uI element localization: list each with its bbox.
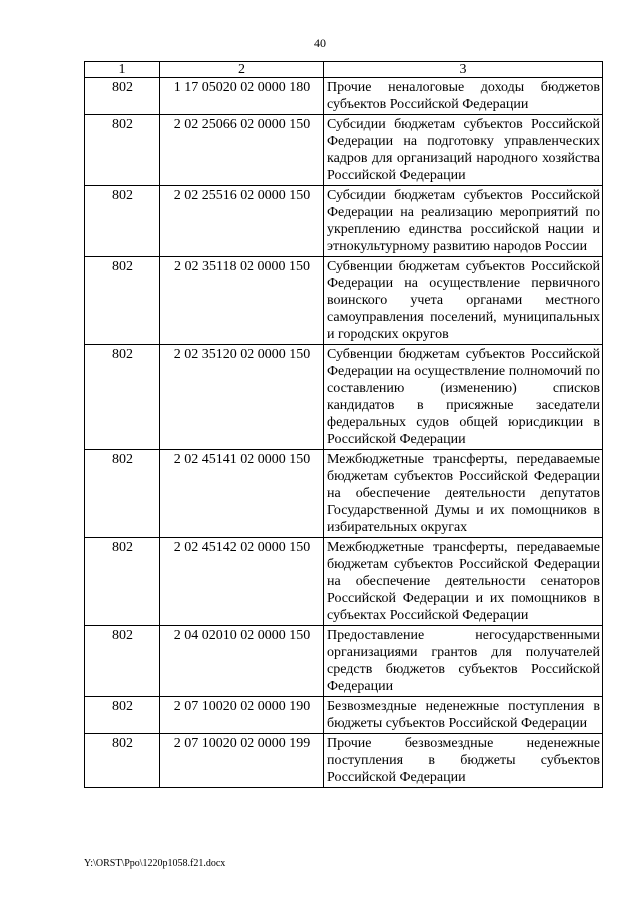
admin-code-cell: 802 <box>85 450 160 538</box>
table-row <box>85 115 603 186</box>
revenue-name-cell: Субвенции бюджетам субъектов Российской Федерации на осуществление полномочий по составлению (изменению) списков кандидатов в присяжные заседатели федеральных судов общей юрисдикции в Российской Федерации <box>324 345 603 450</box>
admin-code-cell: 802 <box>85 257 160 345</box>
budget-code-cell: 2 07 10020 02 0000 190 <box>160 697 324 734</box>
table-row <box>85 450 603 538</box>
table-header-row <box>85 62 603 78</box>
table-row <box>85 186 603 257</box>
admin-code-cell: 802 <box>85 734 160 788</box>
budget-code-cell: 2 02 25066 02 0000 150 <box>160 115 324 186</box>
table-row <box>85 345 603 450</box>
revenue-name-cell: Межбюджетные трансферты, передаваемые бюджетам субъектов Российской Федерации на обеспечение деятельности депутатов Государственной Думы и их помощников в избирательных округах <box>324 450 603 538</box>
page-number: 40 <box>314 36 326 50</box>
admin-code-cell: 802 <box>85 78 160 115</box>
admin-code-cell: 802 <box>85 115 160 186</box>
table-row <box>85 78 603 115</box>
revenue-name-cell: Межбюджетные трансферты, передаваемые бюджетам субъектов Российской Федерации на обеспечение деятельности сенаторов Российской Федерации и их помощников в субъектах Российской Федерации <box>324 538 603 626</box>
budget-code-cell: 2 02 45142 02 0000 150 <box>160 538 324 626</box>
revenue-name-cell: Прочие неналоговые доходы бюджетов субъектов Российской Федерации <box>324 78 603 115</box>
budget-code-cell: 2 02 25516 02 0000 150 <box>160 186 324 257</box>
budget-code-cell: 1 17 05020 02 0000 180 <box>160 78 324 115</box>
admin-code-cell: 802 <box>85 345 160 450</box>
file-path-footer: Y:\ORST\Ppo\1220p1058.f21.docx <box>84 858 226 869</box>
budget-code-cell: 2 02 45141 02 0000 150 <box>160 450 324 538</box>
column-header-name: 3 <box>324 62 603 78</box>
revenue-name-cell: Субсидии бюджетам субъектов Российской Федерации на реализацию мероприятий по укреплению единства российской нации и этнокультурному развитию народов России <box>324 186 603 257</box>
revenue-name-cell: Безвозмездные неденежные поступления в бюджеты субъектов Российской Федерации <box>324 697 603 734</box>
admin-code-cell: 802 <box>85 538 160 626</box>
table-row <box>85 734 603 788</box>
revenue-name-cell: Прочие безвозмездные неденежные поступления в бюджеты субъектов Российской Федерации <box>324 734 603 788</box>
revenue-name-cell: Субвенции бюджетам субъектов Российской Федерации на осуществление первичного воинского учета органами местного самоуправления поселений, муниципальных и городских округов <box>324 257 603 345</box>
admin-code-cell: 802 <box>85 697 160 734</box>
admin-code-cell: 802 <box>85 186 160 257</box>
column-header-admin: 1 <box>85 62 160 78</box>
column-header-code: 2 <box>160 62 324 78</box>
table-row <box>85 626 603 697</box>
budget-code-cell: 2 02 35120 02 0000 150 <box>160 345 324 450</box>
table-row <box>85 538 603 626</box>
admin-code-cell: 802 <box>85 626 160 697</box>
revenue-code-table <box>84 61 603 788</box>
revenue-name-cell: Предоставление негосударственными организациями грантов для получателей средств бюджетов субъектов Российской Федерации <box>324 626 603 697</box>
revenue-name-cell: Субсидии бюджетам субъектов Российской Федерации на подготовку управленческих кадров для организаций народного хозяйства Российской Федерации <box>324 115 603 186</box>
table-row <box>85 257 603 345</box>
table-row <box>85 697 603 734</box>
budget-code-cell: 2 04 02010 02 0000 150 <box>160 626 324 697</box>
budget-code-cell: 2 02 35118 02 0000 150 <box>160 257 324 345</box>
budget-code-cell: 2 07 10020 02 0000 199 <box>160 734 324 788</box>
